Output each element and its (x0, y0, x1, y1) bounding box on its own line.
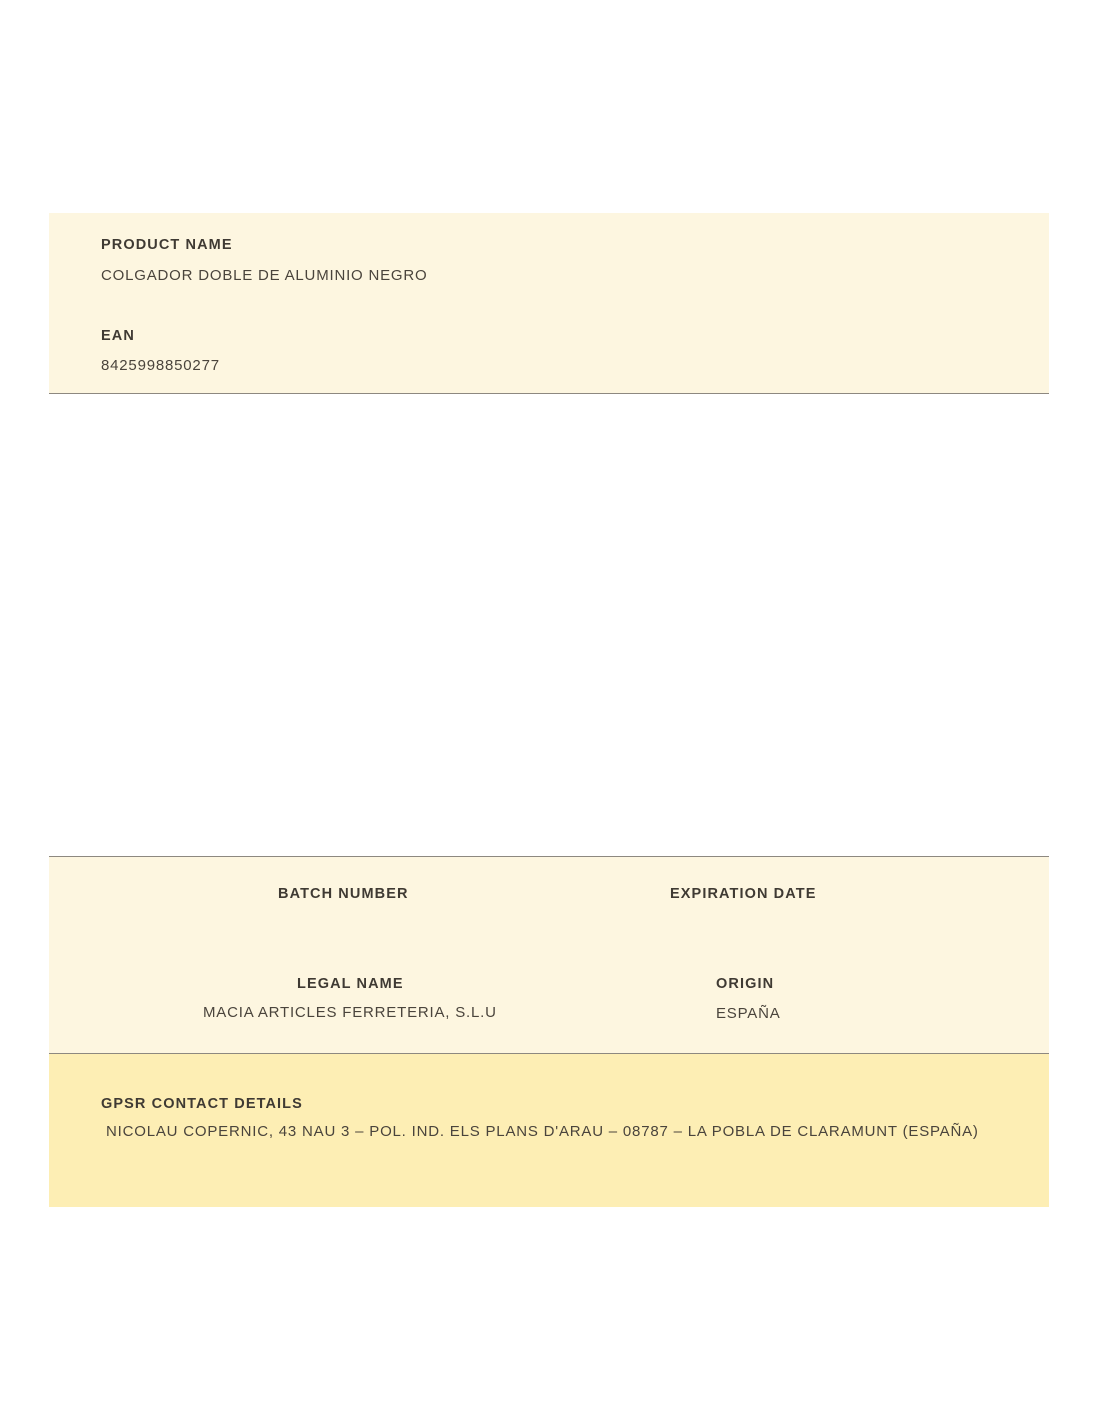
product-name-value: COLGADOR DOBLE DE ALUMINIO NEGRO (101, 267, 428, 284)
ean-label: EAN (101, 328, 135, 344)
ean-value: 8425998850277 (101, 357, 220, 374)
product-name-label: PRODUCT NAME (101, 237, 233, 253)
gpsr-contact-label: GPSR CONTACT DETAILS (101, 1096, 303, 1112)
legal-name-label: LEGAL NAME (297, 976, 404, 992)
origin-label: ORIGIN (716, 976, 775, 992)
batch-number-label: BATCH NUMBER (278, 886, 409, 902)
traceability-panel (49, 857, 1049, 1053)
gpsr-contact-value: NICOLAU COPERNIC, 43 NAU 3 – POL. IND. ELS PLANS D'ARAU – 08787 – LA POBLA DE CLARAMUNT (ESPAÑA) (106, 1123, 979, 1140)
origin-value: ESPAÑA (716, 1005, 781, 1022)
image-placeholder-area (49, 394, 1049, 856)
legal-name-value: MACIA ARTICLES FERRETERIA, S.L.U (203, 1004, 497, 1021)
expiration-date-label: EXPIRATION DATE (670, 886, 817, 902)
